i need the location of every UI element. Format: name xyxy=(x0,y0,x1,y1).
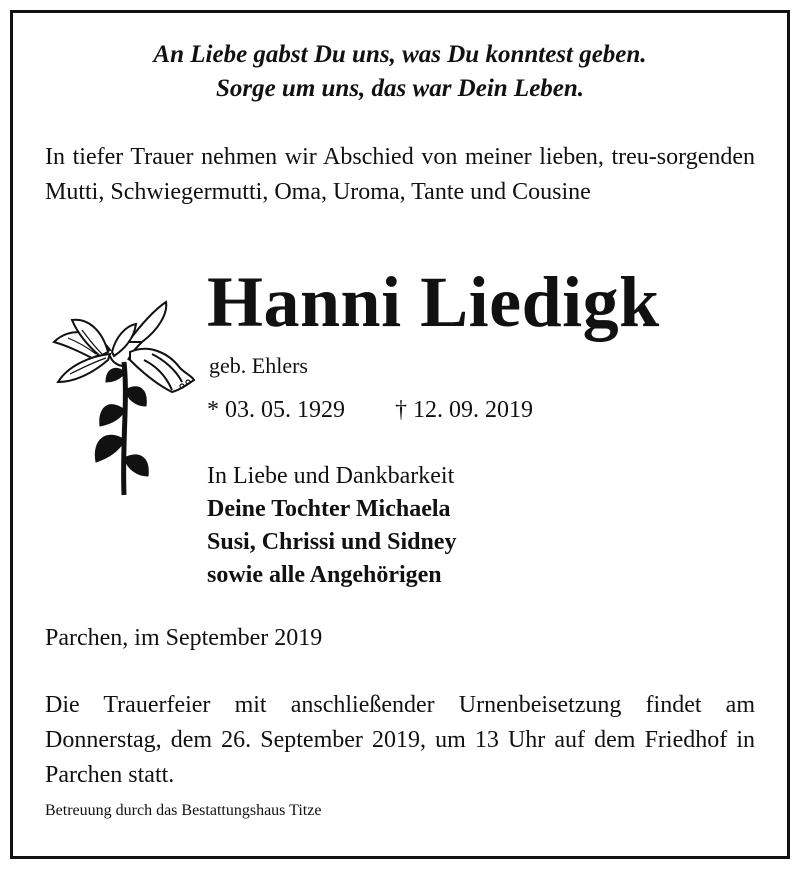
birth-name: geb. Ehlers xyxy=(209,353,308,378)
mourner-line: sowie alle Angehörigen xyxy=(207,562,442,588)
intro-text: In tiefer Trauer nehmen wir Abschied von meiner lieben, treu-sorgenden Mutti, Schwiegermutti, Oma, Uroma, Tante und Cousine xyxy=(45,144,755,205)
birth-date: * 03. 05. 1929 xyxy=(207,397,345,423)
mourner-line: Deine Tochter Michaela xyxy=(207,496,451,522)
mourner-line: Susi, Chrissi und Sidney xyxy=(207,529,457,555)
place-date: Parchen, im September 2019 xyxy=(45,625,323,651)
signoff-block xyxy=(207,460,456,592)
motto-line-2: Sorge um uns, das war Dein Leben. xyxy=(215,75,585,102)
ceremony-text: Die Trauerfeier mit anschließender Urnenbeisetzung findet am Donnerstag, dem 26. September 2019, um 13 Uhr auf dem Friedhof in Parchen statt. xyxy=(45,692,755,788)
motto-verse xyxy=(0,38,800,106)
life-dates xyxy=(207,395,533,425)
lily-icon xyxy=(48,290,196,500)
undertaker-note: Betreuung durch das Bestattungshaus Titze xyxy=(45,802,322,819)
death-date: † 12. 09. 2019 xyxy=(395,397,533,423)
signoff-lead: In Liebe und Dankbarkeit xyxy=(207,463,455,489)
deceased-name: Hanni Liedigk xyxy=(207,262,660,342)
motto-line-1: An Liebe gabst Du uns, was Du konntest geben. xyxy=(153,41,647,68)
